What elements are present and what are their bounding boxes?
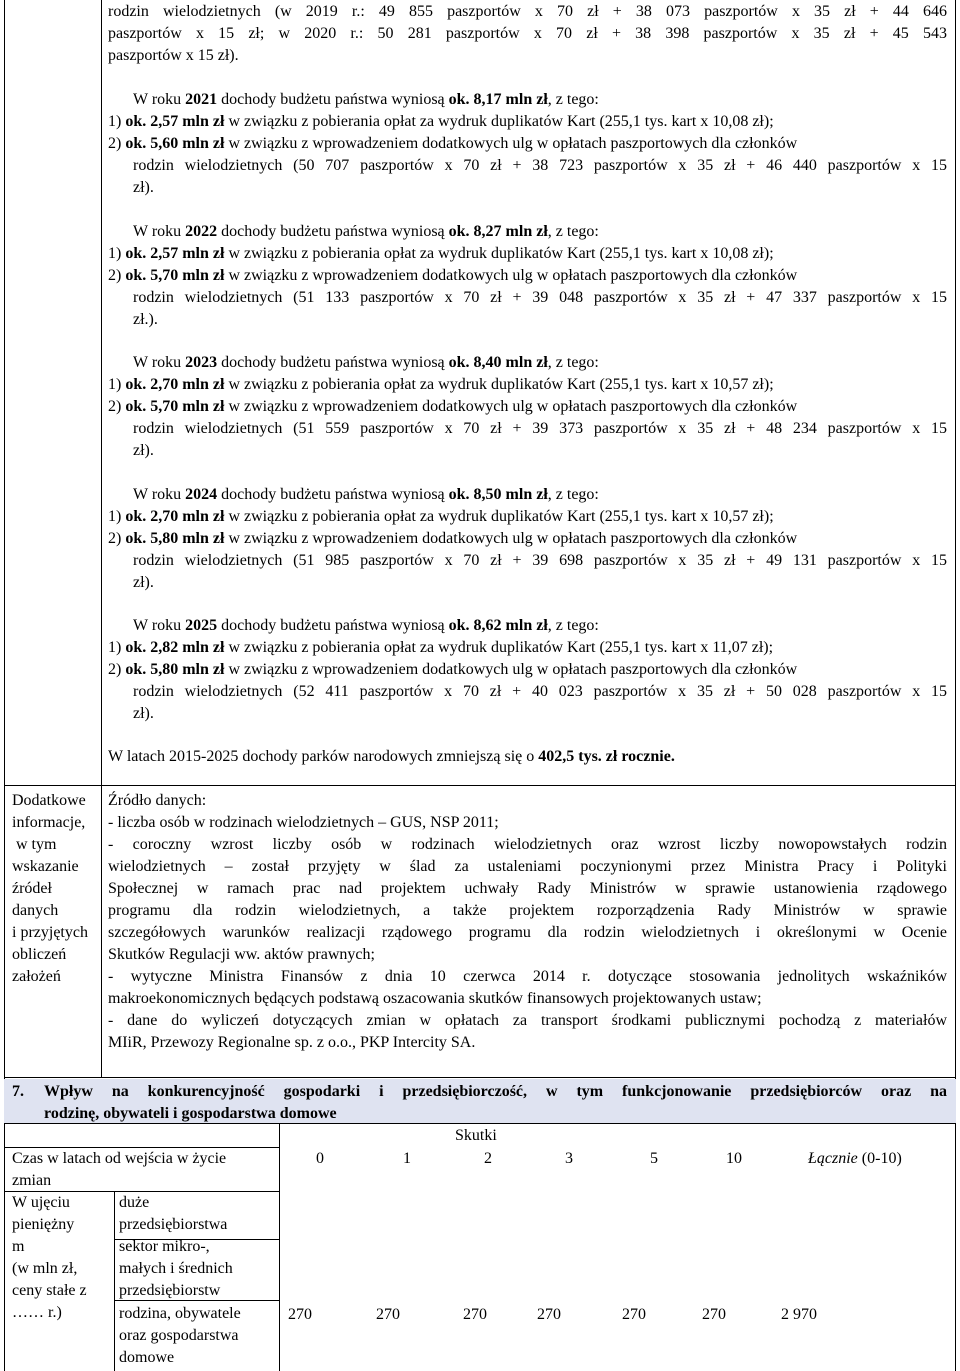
- source-heading: Źródło danych:: [108, 792, 207, 809]
- monetary-label: [12, 1192, 87, 1324]
- time-label-l1: Czas w latach od wejścia w życie: [12, 1150, 227, 1167]
- label-line: źródeł: [12, 880, 52, 897]
- extra-info-label: [12, 790, 101, 988]
- y2025-item-2: 2) ok. 5,80 mln zł w związku z wprowadzeniem dodatkowych ulg w opłatach paszportowych dla członków: [108, 661, 798, 678]
- y2023-item-2-l3: zł).: [133, 442, 154, 459]
- intro-line-1: rodzin wielodzietnych (w 2019 r.: 49 855 paszportów x 70 zł + 38 073 paszportów x 35 zł + 44 646: [108, 3, 947, 20]
- y2021-item-2-l2: rodzin wielodzietnych (50 707 paszportów x 70 zł + 38 723 paszportów x 35 zł + 46 440 paszportów x 15: [133, 157, 947, 174]
- source-line-2f: Skutków Regulacji ww. aktów prawnych;: [108, 946, 375, 963]
- label-column-divider: [101, 0, 102, 1077]
- y2022-item-2-l3: zł.).: [133, 311, 158, 328]
- section7-title-l2: rodzinę, obywateli i gospodarstwa domowe: [44, 1105, 337, 1122]
- y2022-item-1: 1) ok. 2,57 mln zł w związku z pobierania opłat za wydruk duplikatów Kart (255,1 tys. kart x 10,08 zł);: [108, 245, 774, 262]
- row-label-line: domowe: [119, 1349, 175, 1366]
- year-col-total: Łącznie (0-10): [808, 1150, 902, 1167]
- monetary-label-line: (w mln zł,: [12, 1260, 78, 1277]
- households-value-y0: 270: [288, 1306, 312, 1323]
- households-value-y3: 270: [537, 1306, 561, 1323]
- y2024-item-1: 1) ok. 2,70 mln zł w związku z pobierania opłat za wydruk duplikatów Kart (255,1 tys. kart x 10,57 zł);: [108, 508, 774, 525]
- row-label-line: rodzina, obywatele: [119, 1305, 241, 1322]
- row-label-line: sektor mikro-,: [119, 1238, 210, 1255]
- label-line: informacje,: [12, 814, 86, 831]
- section7-number: 7.: [12, 1083, 24, 1100]
- year-col-1: 1: [403, 1150, 411, 1167]
- intro-line-3: paszportów x 15 zł).: [108, 47, 239, 64]
- monetary-label-line: ceny stałe z: [12, 1282, 87, 1299]
- parks-summary: W latach 2015-2025 dochody parków narodowych zmniejszą się o 402,5 tys. zł rocznie.: [108, 748, 675, 765]
- time-label-l2: zmian: [12, 1172, 52, 1189]
- label-line: wskazanie: [12, 858, 79, 875]
- intro-line-2: paszportów x 15 zł; w 2020 r.: 50 281 paszportów x 70 zł + 38 398 paszportów x 35 zł + 45 543: [108, 25, 947, 42]
- year-col-10: 10: [726, 1150, 742, 1167]
- label-line: założeń: [12, 968, 61, 985]
- label-line: danych: [12, 902, 59, 919]
- label-line: Dodatkowe: [12, 792, 86, 809]
- y2025-item-2-l2: rodzin wielodzietnych (52 411 paszportów x 70 zł + 40 023 paszportów x 35 zł + 50 028 paszportów x 15: [133, 683, 947, 700]
- monetary-label-line: m: [12, 1238, 25, 1255]
- source-line-4a: - dane do wyliczeń dotyczących zmian w opłatach za transport środkami publicznymi pochodzą z materiałów: [108, 1012, 947, 1029]
- y2024-item-2-l2: rodzin wielodzietnych (51 985 paszportów x 70 zł + 39 698 paszportów x 35 zł + 49 131 paszportów x 15: [133, 552, 947, 569]
- divider-monetary: [114, 1191, 115, 1371]
- label-line: i przyjętych: [12, 924, 88, 941]
- source-line-2d: programu dla rodzin wielodzietnych, a także projektem rozporządzenia Rady Ministrów w sprawie: [108, 902, 947, 919]
- label-line: w tym: [12, 836, 57, 853]
- y2021-item-2-l3: zł).: [133, 179, 154, 196]
- row-label-line: małych i średnich: [119, 1260, 233, 1277]
- source-line-2a: - coroczny wzrost liczby osób w rodzinach wielodzietnych oraz wzrost liczby nowopowstałych rodzin: [108, 836, 947, 853]
- source-line-3b: makroekonomicznych będących podstawą oszacowania skutków finansowych projektowanych ustaw;: [108, 990, 762, 1007]
- y2021-heading: W roku 2021 dochody budżetu państwa wyniosą ok. 8,17 mln zł, z tego:: [133, 91, 599, 108]
- y2023-heading: W roku 2023 dochody budżetu państwa wyniosą ok. 8,40 mln zł, z tego:: [133, 354, 599, 371]
- households-value-total: 2 970: [781, 1306, 817, 1323]
- households-value-y2: 270: [463, 1306, 487, 1323]
- monetary-label-line: pieniężny: [12, 1216, 75, 1233]
- row-label-line: duże: [119, 1194, 150, 1211]
- divider-extra-top: [4, 785, 956, 786]
- row-label-line: przedsiębiorstw: [119, 1282, 221, 1299]
- y2024-item-2-l3: zł).: [133, 574, 154, 591]
- label-line: obliczeń: [12, 946, 67, 963]
- year-col-2: 2: [484, 1150, 492, 1167]
- monetary-label-line: W ujęciu: [12, 1194, 70, 1211]
- year-col-5: 5: [650, 1150, 658, 1167]
- source-line-2b: wielodzietnych – został przyjęty w ślad za ustaleniami poczynionymi przez Ministra Pracy i Polityki: [108, 858, 947, 875]
- source-line-3a: - wytyczne Ministra Finansów z dnia 10 czerwca 2014 r. dotyczące stosowania jednolitych wskaźników: [108, 968, 947, 985]
- y2021-item-1: 1) ok. 2,57 mln zł w związku z pobierania opłat za wydruk duplikatów Kart (255,1 tys. kart x 10,08 zł);: [108, 113, 774, 130]
- divider-sec7-top: [4, 1077, 956, 1078]
- row-label-households: [119, 1303, 241, 1369]
- section7-title-l1: Wpływ na konkurencyjność gospodarki i przedsiębiorczość, w tym funkcjonowanie przedsiębiorców oraz na: [44, 1083, 947, 1100]
- source-line-2e: szczegółowych warunków realizacji rządowego programu dla rodzin wielodzietnych i określonymi w Ocenie: [108, 924, 947, 941]
- year-col-3: 3: [565, 1150, 573, 1167]
- y2025-item-1: 1) ok. 2,82 mln zł w związku z pobierania opłat za wydruk duplikatów Kart (255,1 tys. kart x 11,07 zł);: [108, 639, 774, 656]
- row-label-line: oraz gospodarstwa: [119, 1327, 239, 1344]
- source-line-4b: MIiR, Przewozy Regionalne sp. z o.o., PKP Intercity SA.: [108, 1034, 476, 1051]
- row-label-sme: [119, 1236, 233, 1302]
- y2025-item-2-l3: zł).: [133, 705, 154, 722]
- y2022-item-2: 2) ok. 5,70 mln zł w związku z wprowadzeniem dodatkowych ulg w opłatach paszportowych dla członków: [108, 267, 798, 284]
- y2022-item-2-l2: rodzin wielodzietnych (51 133 paszportów x 70 zł + 39 048 paszportów x 35 zł + 47 337 paszportów x 15: [133, 289, 947, 306]
- y2024-item-2: 2) ok. 5,80 mln zł w związku z wprowadzeniem dodatkowych ulg w opłatach paszportowych dla członków: [108, 530, 798, 547]
- source-line-1: - liczba osób w rodzinach wielodzietnych – GUS, NSP 2011;: [108, 814, 499, 831]
- y2023-item-2-l2: rodzin wielodzietnych (51 559 paszportów x 70 zł + 39 373 paszportów x 35 zł + 48 234 paszportów x 15: [133, 420, 947, 437]
- right-border: [955, 0, 956, 1371]
- row-label-large-enterprises: [119, 1192, 227, 1236]
- skutki-header: Skutki: [455, 1127, 497, 1144]
- y2024-heading: W roku 2024 dochody budżetu państwa wyniosą ok. 8,50 mln zł, z tego:: [133, 486, 599, 503]
- y2021-item-2: 2) ok. 5,60 mln zł w związku z wprowadzeniem dodatkowych ulg w opłatach paszportowych dla członków: [108, 135, 798, 152]
- source-line-2c: Społecznej w ramach prac nad projektem uchwały Rady Ministrów w sprawie ustanowienia rządowego: [108, 880, 947, 897]
- monetary-label-line: …… r.): [12, 1304, 62, 1321]
- households-value-y10: 270: [702, 1306, 726, 1323]
- year-col-0: 0: [316, 1150, 324, 1167]
- households-value-y1: 270: [376, 1306, 400, 1323]
- y2022-heading: W roku 2022 dochody budżetu państwa wyniosą ok. 8,27 mln zł, z tego:: [133, 223, 599, 240]
- y2023-item-2: 2) ok. 5,70 mln zł w związku z wprowadzeniem dodatkowych ulg w opłatach paszportowych dla członków: [108, 398, 798, 415]
- left-border: [4, 0, 5, 1371]
- divider-values: [279, 1123, 280, 1371]
- row-label-line: przedsiębiorstwa: [119, 1216, 228, 1233]
- households-value-y5: 270: [622, 1306, 646, 1323]
- y2023-item-1: 1) ok. 2,70 mln zł w związku z pobierania opłat za wydruk duplikatów Kart (255,1 tys. kart x 10,57 zł);: [108, 376, 774, 393]
- y2025-heading: W roku 2025 dochody budżetu państwa wyniosą ok. 8,62 mln zł, z tego:: [133, 617, 599, 634]
